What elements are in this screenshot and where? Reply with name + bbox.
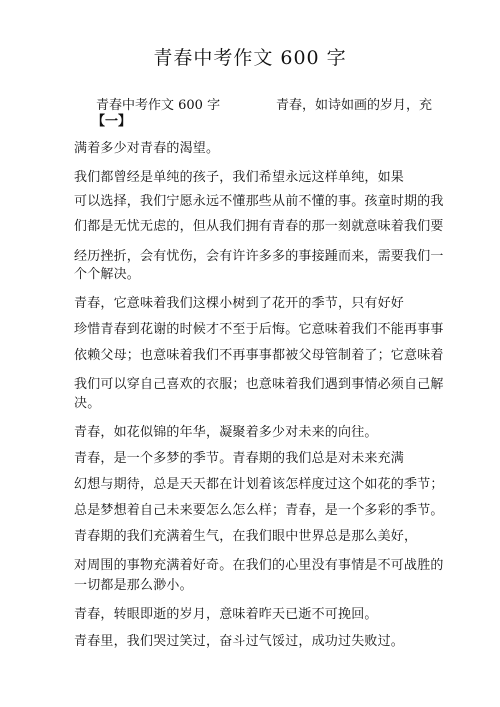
text-line: 青春，转眼即逝的岁月，意味着昨天已逝不可挽回。: [74, 607, 378, 622]
text-line: 青春，是一个多梦的季节。青春期的我们总是对未来充满: [74, 451, 405, 466]
text-line: 青春期的我们充满着生气，在我们眼中世界总是那么美好，: [74, 529, 418, 544]
text-line: 对周围的事物充满着好奇。在我们的心里没有事情是不可战胜的: [74, 558, 444, 573]
text-line: 幻想与期待，总是天天都在计划着该怎样度过这个如花的季节；: [74, 477, 444, 492]
text-line: 一切都是那么渺小。: [74, 578, 193, 593]
text-line: 总是梦想着自己未来要怎么怎么样；青春，是一个多彩的季节。: [74, 503, 444, 518]
text-line: 珍惜青春到花谢的时候才不至于后悔。它意味着我们不能再事事: [74, 322, 444, 337]
text-line: 经历挫折，会有忧伤，会有许许多多的事接踵而来，需要我们一: [74, 249, 444, 264]
text-line: 们都是无忧无虑的，但从我们拥有青春的那一刻就意味着我们要: [74, 219, 444, 234]
section-marker: 【一】: [92, 114, 132, 129]
text-line: 可以选择，我们宁愿永远不懂那些从前不懂的事。孩童时期的我: [74, 194, 444, 209]
subtitle: 青春中考作文 600 字: [96, 98, 221, 113]
text-line: 青春里，我们哭过笑过，奋斗过气馁过，成功过失败过。: [74, 634, 405, 649]
text-line: 依赖父母；也意味着我们不再事事都被父母管制着了；它意味着: [74, 348, 444, 363]
page-title: 青春中考作文 600 字: [153, 47, 347, 69]
text-line: 满着多少对青春的渴望。: [74, 141, 220, 156]
text-line: 青春，如花似锦的年华，凝聚着多少对未来的向往。: [74, 425, 378, 440]
text-line: 青春，它意味着我们这棵小树到了花开的季节，只有好好: [74, 296, 405, 311]
text-line: 我们可以穿自己喜欢的衣服；也意味着我们遇到事情必须自己解: [74, 377, 444, 392]
text-line: 个个解决。: [74, 267, 141, 282]
text-line: 我们都曾经是单纯的孩子，我们希望永远这样单纯，如果: [74, 170, 405, 185]
text-line: 决。: [74, 396, 101, 411]
lead-fragment: 青春，如诗如画的岁月，充: [276, 98, 433, 113]
